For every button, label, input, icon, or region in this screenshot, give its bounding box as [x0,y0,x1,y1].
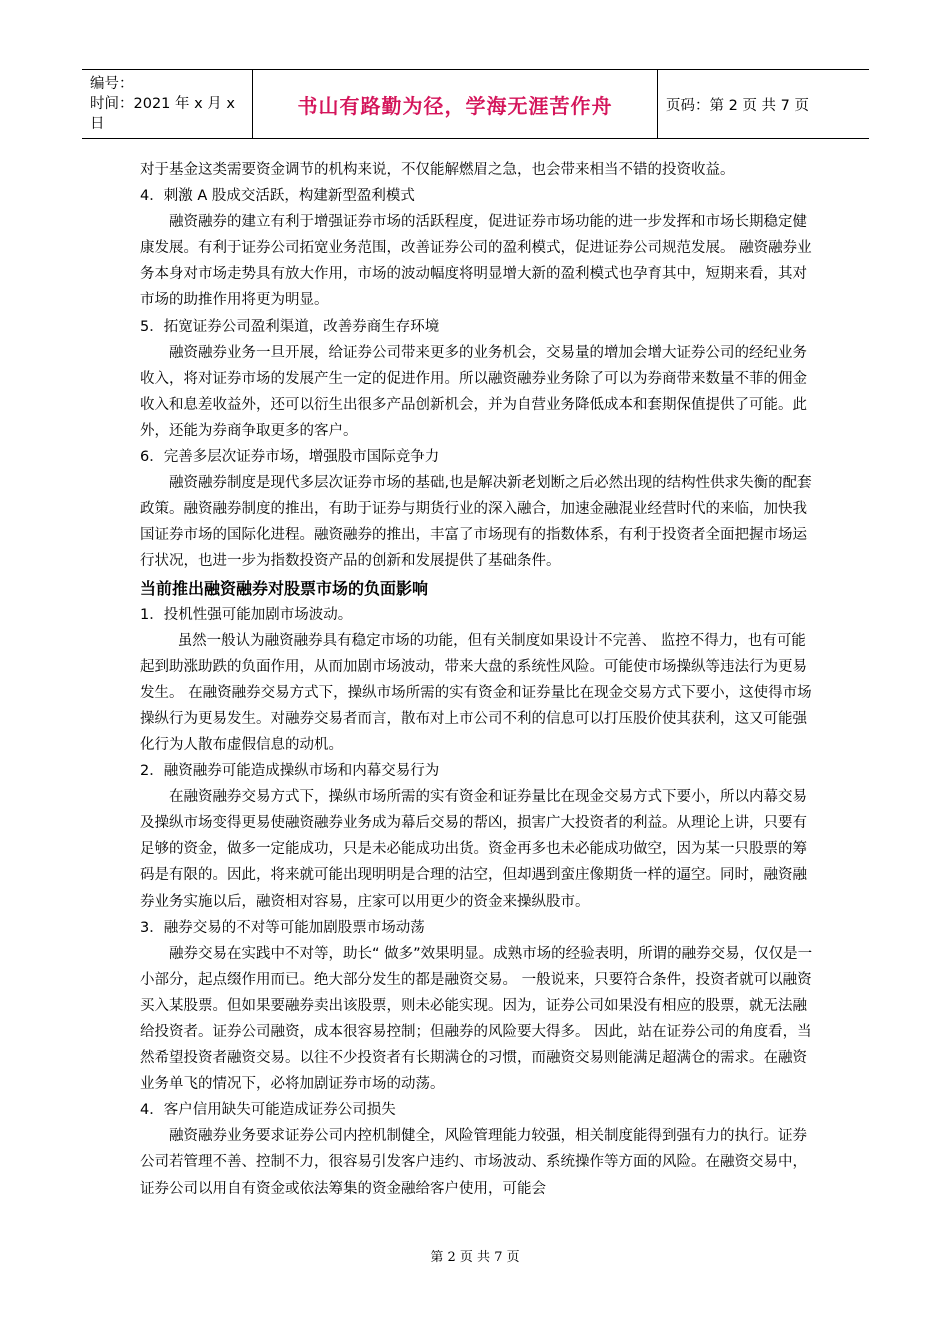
body-paragraph: 融资融券业务要求证券公司内控机制健全，风险管理能力较强，相关制度能得到强有力的执行。证券公司若管理不善、控制不力，很容易引发客户违约、市场波动、系统操作等方面的风险。在融资交易中，证券公司以用自有资金或依法筹集的资金融给客户使用，可能会 [140,1128,807,1197]
page-footer: 第 2 页 共 7 页 [430,1250,520,1265]
body-paragraph: 在融资融券交易方式下，操纵市场所需的实有资金和证券量比在现金交易方式下要小，所以内幕交易及操纵市场变得更易使融资融券业务成为幕后交易的帮凶，损害广大投资者的利益。从理论上讲，只要有足够的资金，做多一定能成功，只是未必能成功出货。资金再多也未必能成功做空，因为某一只股票的筹码是有限的。因此，将来就可能出现明明是合理的沽空，但却遇到蛮庄像期货一样的逼空。同时，融资融券业务实施以后，融资相对容易，庄家可以用更少的资金来操纵股市。 [140,789,807,910]
body-paragraph: 融资融券业务一旦开展，给证券公司带来更多的业务机会，交易量的增加会增大证券公司的经纪业务收入，将对证券市场的发展产生一定的促进作用。所以融资融券业务除了可以为券商带来数量不菲的佣金收入和息差收益外，还可以衍生出很多产品创新机会，并为自营业务降低成本和套期保值提供了可能。此外，还能为券商争取更多的客户。 [140,344,807,439]
numbered-heading: 1．投机性强可能加剧市场波动。 [140,606,353,623]
document-date-label: 时间：2021 年 x 月 x 日 [90,96,235,132]
body-paragraph: 对于基金这类需要资金调节的机构来说，不仅能解燃眉之急，也会带来相当不错的投资收益。 [140,162,735,178]
numbered-heading: 4．客户信用缺失可能造成证券公司损失 [140,1102,396,1119]
numbered-heading: 3．融券交易的不对等可能加剧股票市场动荡 [140,919,425,936]
numbered-heading: 6．完善多层次证券市场，增强股市国际竞争力 [140,449,440,466]
header-meta [82,70,253,138]
numbered-heading: 5．拓宽证券公司盈利渠道，改善券商生存环境 [140,318,440,335]
document-header [82,69,869,139]
body-paragraph: 融资融券的建立有利于增强证券市场的活跃程度，促进证券市场功能的进一步发挥和市场长期稳定健康发展。有利于证券公司拓宽业务范围，改善证券公司的盈利模式，促进证券公司规范发展。 融资融券业务本身对市场走势具有放大作用，市场的波动幅度将明显增大新的盈利模式也孕育其中，短期来看，其对市场的助推作用将更为明显。 [140,214,812,309]
header-page-info: 页码：第 2 页 共 7 页 [666,97,809,114]
numbered-heading: 4．刺激 A 股成交活跃，构建新型盈利模式 [140,188,415,205]
section-title: 当前推出融资融券对股票市场的负面影响 [140,578,429,598]
body-paragraph: 融资融券制度是现代多层次证券市场的基础,也是解决新老划断之后必然出现的结构性供求失衡的配套政策。融资融券制度的推出，有助于证券与期货行业的深入融合，加速金融混业经营时代的来临，加快我国证券市场的国际化进程。融资融券的推出，丰富了市场现有的指数体系，有利于投资者全面把握市场运行状况，也进一步为指数投资产品的创新和发展提供了基础条件。 [140,475,812,570]
body-paragraph: 虽然一般认为融资融券具有稳定市场的功能，但有关制度如果设计不完善、 监控不得力，也有可能起到助涨助跌的负面作用，从而加剧市场波动，带来大盘的系统性风险。可能使市场操纵等违法行为更易发生。 在融资融券交易方式下，操纵市场所需的实有资金和证券量比在现金交易方式下要小，这使得市场操纵行为更易发生。对融券交易者而言，散布对上市公司不利的信息可以打压股价使其获利，这又可能强化行为人散布虚假信息的动机。 [140,632,812,753]
numbered-heading: 2．融资融券可能造成操纵市场和内幕交易行为 [140,763,440,780]
body-paragraph: 融券交易在实践中不对等，助长“ 做多”效果明显。成熟市场的经验表明，所谓的融券交易，仅仅是一小部分，起点缀作用而已。绝大部分发生的都是融资交易。 一般说来，只要符合条件，投资者就可以融资买入某股票。但如果要融券卖出该股票，则未必能实现。因为，证券公司如果没有相应的股票，就无法融给投资者。证券公司融资，成本很容易控制；但融券的风险要大得多。 因此，站在证券公司的角度看，当然希望投资者融资交易。以往不少投资者有长期满仓的习惯，而融资交易则能满足超满仓的需求。在融资业务单飞的情况下，必将加剧证券市场的动荡。 [140,945,813,1093]
document-body [140,157,820,1202]
header-motto: 书山有路勤为径，学海无涯苦作舟 [253,70,658,138]
document-number-label: 编号： [90,76,134,92]
